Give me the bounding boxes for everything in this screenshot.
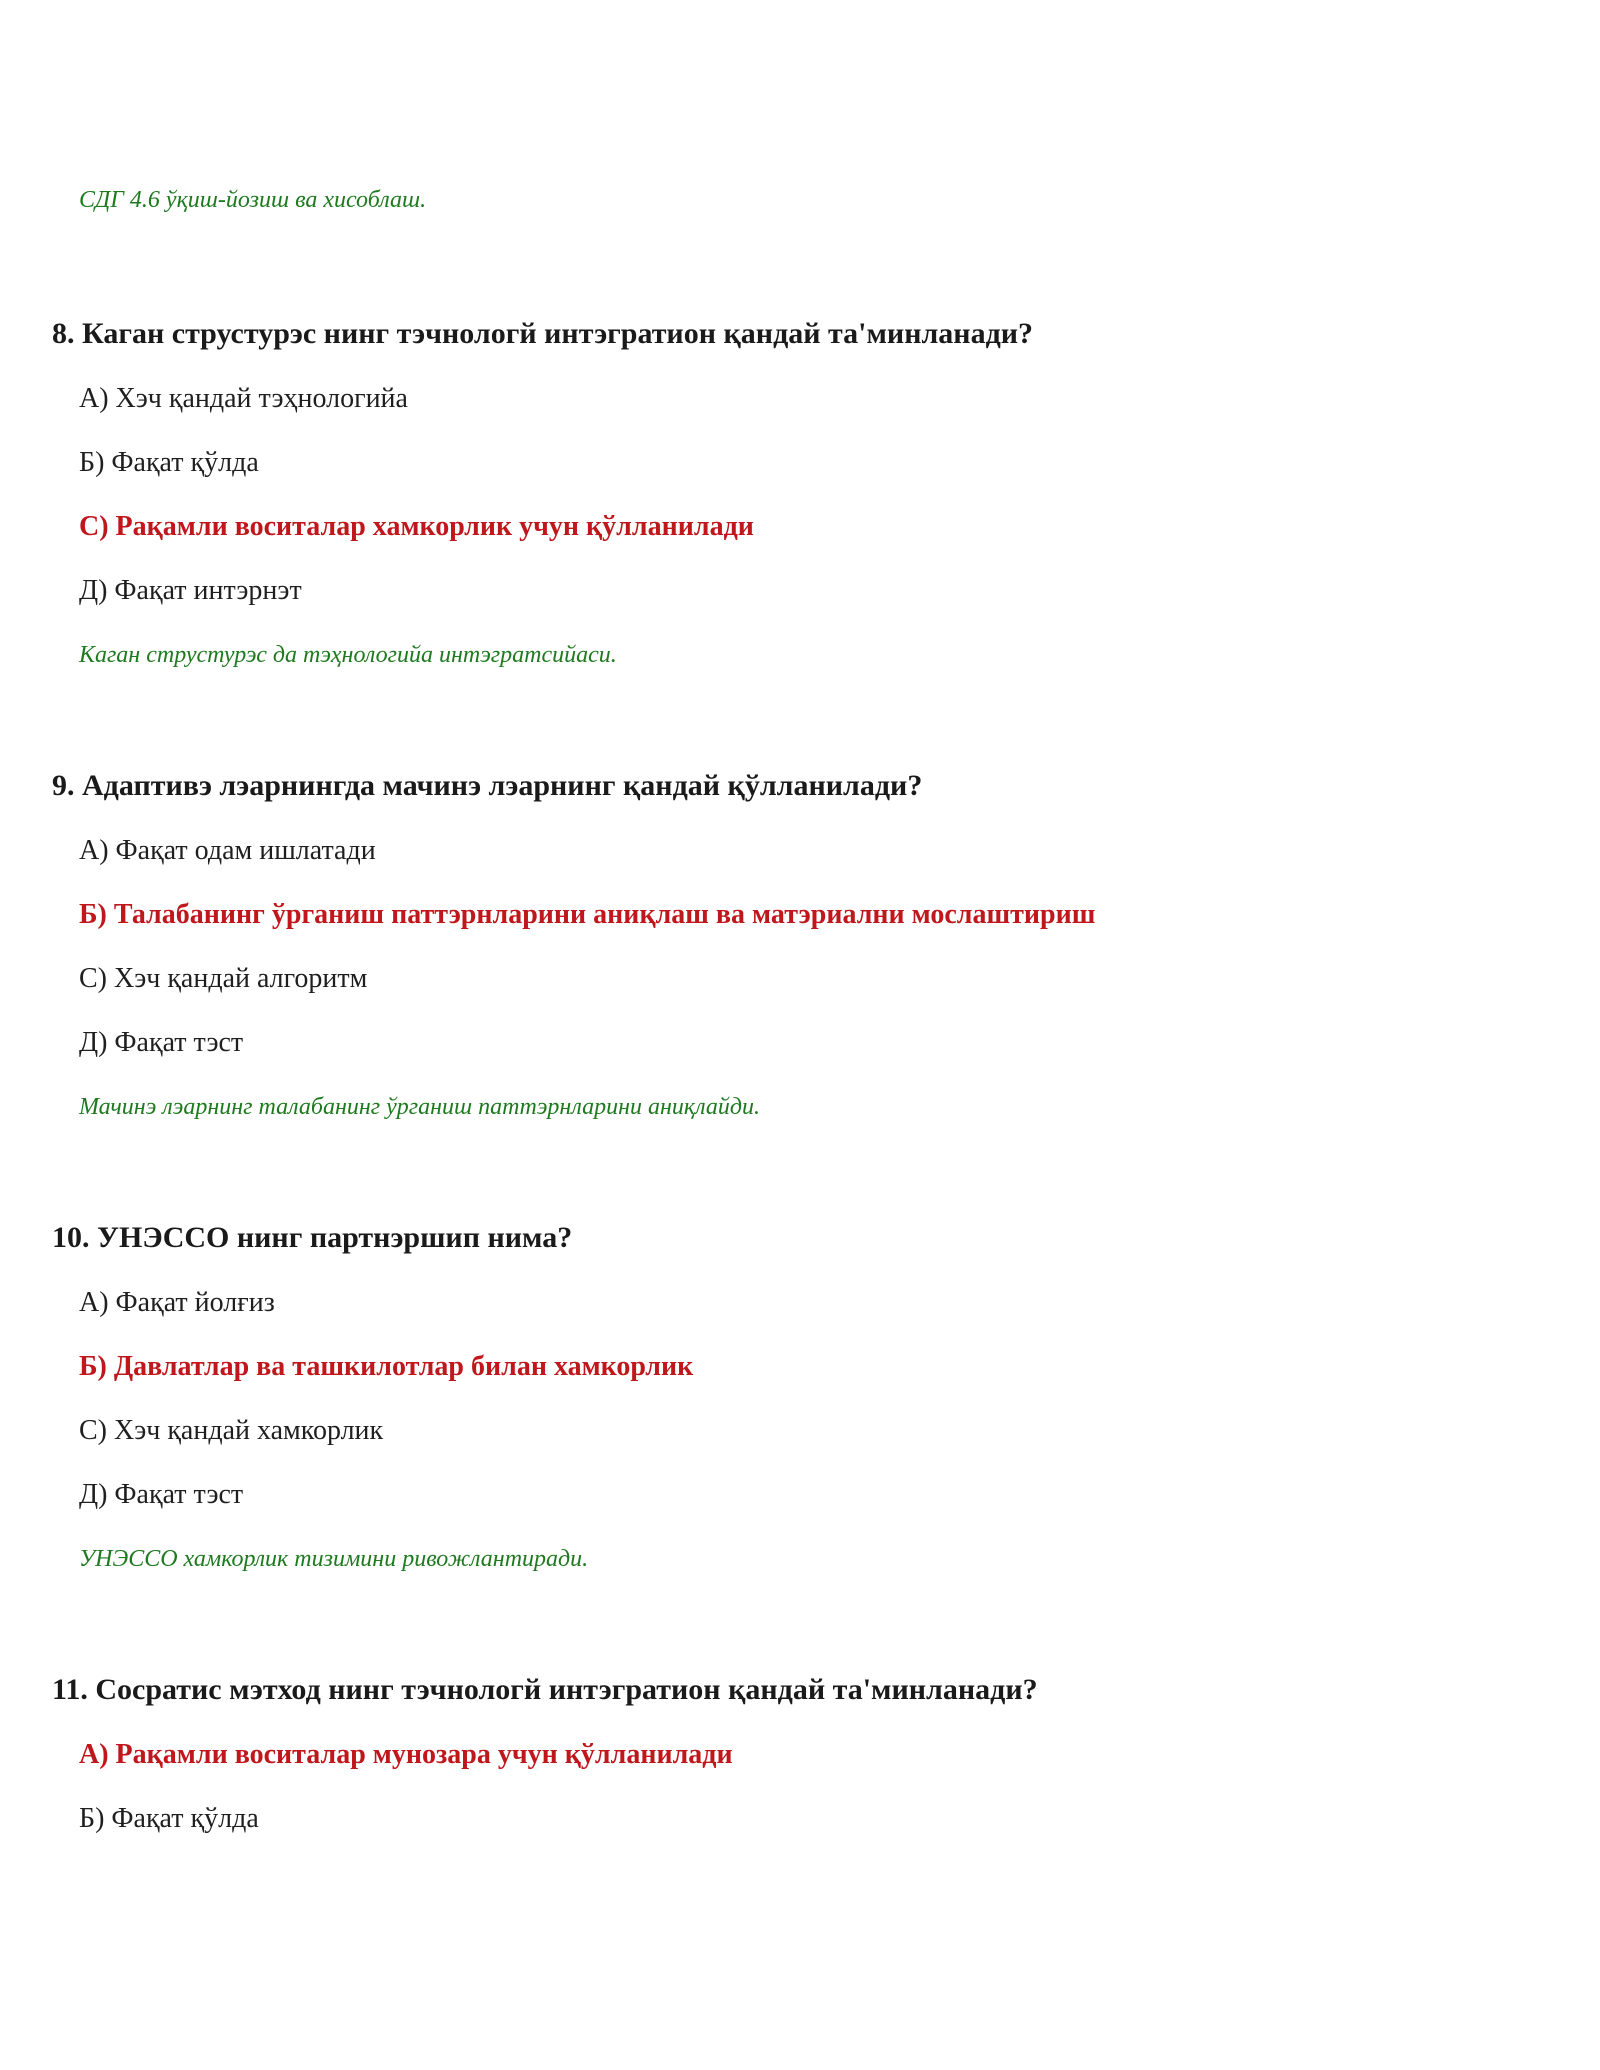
question-text: 8. Каган струстурэс нинг тэчнологй интэгратион қандай та'минланади? (52, 317, 1034, 350)
option-b: Б) Фақат қўлда (79, 447, 259, 478)
option-b: Б) Фақат қўлда (79, 1803, 259, 1834)
option-c: С) Хэч қандай хамкорлик (79, 1415, 384, 1446)
option-a-correct: А) Рақамли воситалар мунозара учун қўлланилади (79, 1739, 733, 1770)
option-a: А) Хэч қандай тэҳнологийа (79, 383, 408, 414)
option-a: А) Фақат одам ишлатади (79, 835, 376, 866)
option-c: С) Хэч қандай алгоритм (79, 963, 368, 994)
question-text: 9. Адаптивэ лэарнингда мачинэ лэарнинг қандай қўлланилади? (52, 769, 923, 802)
question-10 (52, 1220, 1552, 1572)
question-11 (52, 1672, 1552, 1834)
answer-explanation: Мачинэ лэарнинг талабанинг ўрганиш паттэрнларини аниқлайди. (79, 1094, 761, 1120)
question-text: 10. УНЭССО нинг партнэршип нима? (52, 1221, 573, 1254)
option-c-correct: С) Рақамли воситалар хамкорлик учун қўлланилади (79, 511, 754, 542)
answer-explanation: СДГ 4.6 ўқиш-йозиш ва хисоблаш. (79, 187, 427, 213)
option-d: Д) Фақат интэрнэт (79, 575, 302, 606)
question-8 (52, 316, 1552, 668)
option-b-correct: Б) Талабанинг ўрганиш паттэрнларини аниқлаш ва матэриални мослаштириш (79, 899, 1096, 930)
option-a: А) Фақат йолғиз (79, 1287, 275, 1318)
option-d: Д) Фақат тэст (79, 1027, 244, 1058)
option-b-correct: Б) Давлатлар ва ташкилотлар билан хамкорлик (79, 1351, 694, 1382)
question-text: 11. Сосратис мэтход нинг тэчнологй интэгратион қандай та'минланади? (52, 1673, 1038, 1706)
answer-explanation: УНЭССО хамкорлик тизимини ривожлантиради. (79, 1546, 589, 1572)
option-d: Д) Фақат тэст (79, 1479, 244, 1510)
answer-explanation: Каган струстурэс да тэҳнологийа интэгратсийаси. (79, 642, 617, 668)
question-9 (52, 768, 1552, 1120)
